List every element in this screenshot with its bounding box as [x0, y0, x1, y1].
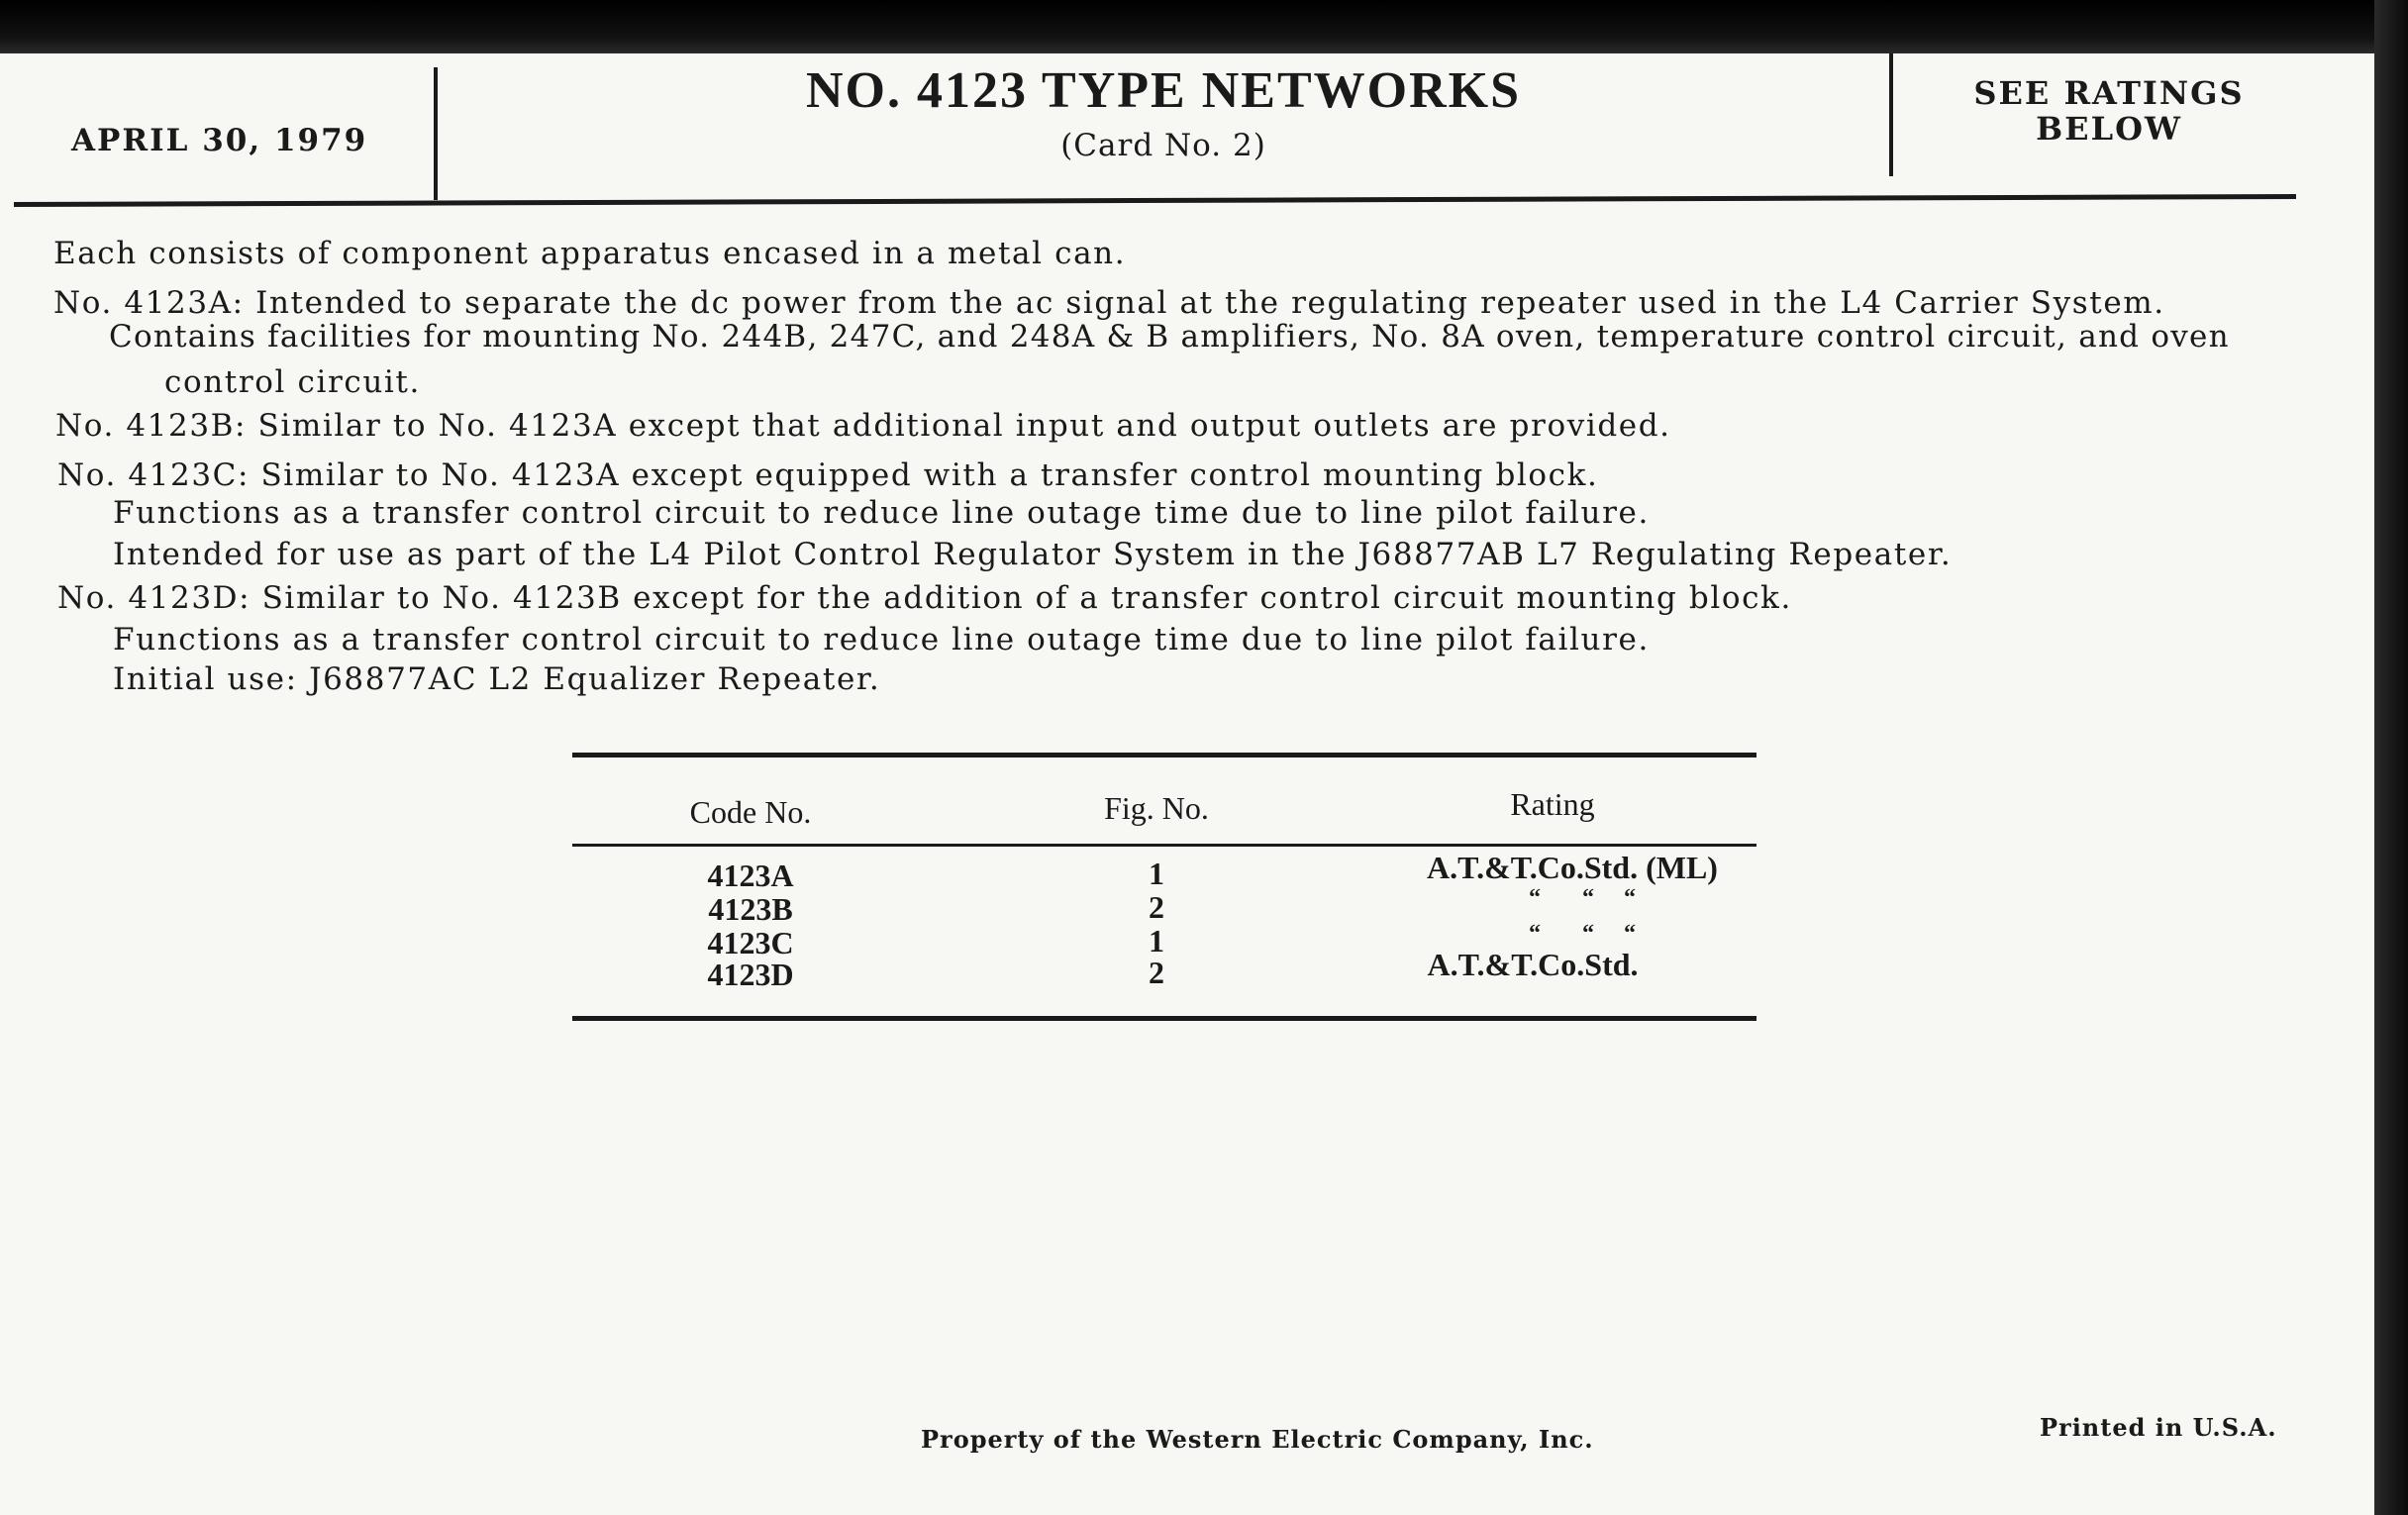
- row-code: 4123C: [707, 925, 794, 960]
- row-fig: 2: [1149, 955, 1164, 990]
- table-top-rule: [572, 753, 1756, 758]
- col-header-code: Code No.: [689, 794, 812, 830]
- header-divider-right: [1889, 53, 1893, 176]
- desc-line: Functions as a transfer control circuit to reduce line outage time due to line pilot failure.: [113, 622, 1650, 657]
- desc-line: Contains facilities for mounting No. 244B, 247C, and 248A & B amplifiers, No. 8A oven, temperature control circuit, and oven: [109, 319, 2230, 354]
- desc-line: Intended for use as part of the L4 Pilot Control Regulator System in the J68877AB L7 Regulating Repeater.: [113, 537, 1953, 572]
- card-subtitle: (Card No. 2): [1060, 128, 1266, 163]
- desc-line: No. 4123C: Similar to No. 4123A except equipped with a transfer control mounting block.: [57, 457, 1599, 493]
- row-rating: “ “ “: [1529, 885, 1636, 911]
- table-bottom-rule: [572, 1016, 1756, 1021]
- catalog-card: [0, 53, 2374, 1515]
- row-fig: 1: [1149, 856, 1164, 891]
- scan-top-edge: [0, 0, 2408, 53]
- desc-line: No. 4123A: Intended to separate the dc power from the ac signal at the regulating repeater used in the L4 Carrier System.: [53, 285, 2165, 321]
- row-code: 4123A: [707, 858, 794, 893]
- row-code: 4123B: [708, 891, 793, 927]
- ratings-note-line1: SEE RATINGS: [1973, 74, 2245, 112]
- table-header-rule: [572, 844, 1756, 847]
- ratings-note-line2: BELOW: [2036, 110, 2182, 148]
- card-title: NO. 4123 TYPE NETWORKS: [805, 62, 1522, 119]
- row-rating: “ “ “: [1529, 921, 1636, 947]
- scan-right-edge: [2374, 0, 2408, 1515]
- col-header-fig: Fig. No.: [1104, 790, 1209, 826]
- row-rating: A.T.&T.Co.Std.: [1427, 947, 1639, 982]
- row-fig: 1: [1149, 923, 1164, 959]
- desc-line: Functions as a transfer control circuit to reduce line outage time due to line pilot failure.: [113, 495, 1650, 531]
- col-header-rating: Rating: [1510, 786, 1595, 822]
- card-header: [0, 53, 2374, 212]
- desc-line: control circuit.: [164, 364, 421, 400]
- row-rating: A.T.&T.Co.Std. (ML): [1427, 850, 1718, 885]
- card-title-block: [436, 61, 1891, 163]
- desc-line: No. 4123D: Similar to No. 4123B except for the addition of a transfer control circuit mounting block.: [57, 580, 1792, 616]
- ratings-table: [572, 753, 1756, 1069]
- property-notice: Property of the Western Electric Company, Inc.: [921, 1425, 1594, 1454]
- desc-line: Initial use: J68877AC L2 Equalizer Repeater.: [113, 661, 881, 697]
- issue-date: APRIL 30, 1979: [71, 123, 368, 158]
- row-code: 4123D: [707, 957, 794, 992]
- header-rule: [14, 194, 2296, 207]
- row-fig: 2: [1149, 889, 1164, 925]
- desc-line: Each consists of component apparatus encased in a metal can.: [53, 236, 1127, 271]
- ratings-note: [1896, 75, 2322, 147]
- desc-line: No. 4123B: Similar to No. 4123A except that additional input and output outlets are provided.: [55, 408, 1671, 444]
- printed-notice: Printed in U.S.A.: [2040, 1413, 2277, 1442]
